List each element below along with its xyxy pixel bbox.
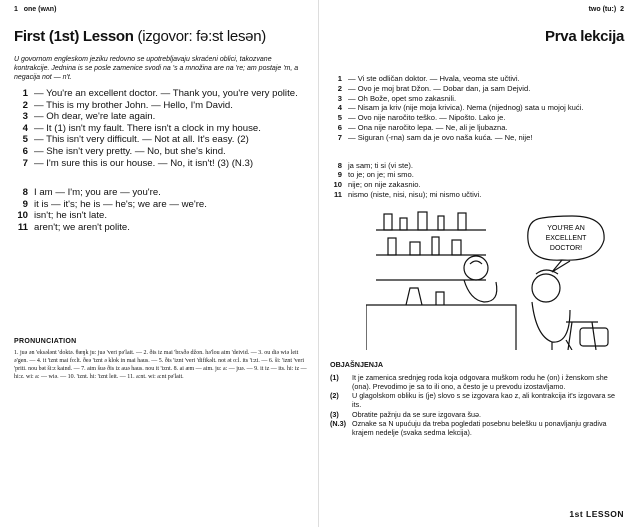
lesson-title-english <box>14 28 308 50</box>
cartoon-bubble-line-3: DOCTOR! <box>549 244 583 252</box>
line-text: — I'm sure this is our house. — No, it isn't! (3) (N.3) <box>34 157 254 169</box>
dialogue-line <box>330 74 624 84</box>
line-number: 8 <box>22 187 28 199</box>
left-page-word: one (wʌn) <box>23 6 57 13</box>
page-footer: 1st LESSON <box>569 509 624 519</box>
dialogue-line <box>330 190 624 200</box>
lesson-title-pronunciation: (izgovor: fə:st lesən) <box>133 28 266 45</box>
dialogue-line <box>330 170 624 180</box>
cartoon-bubble-line-1: YOU'RE AN <box>547 224 585 232</box>
line-text: nije; on nije zakasnio. <box>348 180 421 190</box>
dialogue-line <box>14 187 308 199</box>
line-text: nismo (niste, nisi, nisu); mi nismo učtivi. <box>348 189 482 199</box>
dialogue-line <box>14 210 308 222</box>
left-page-header <box>14 6 308 16</box>
serbian-exercises <box>330 161 624 200</box>
lesson-title-main: First (1st) Lesson <box>14 28 134 45</box>
right-page-header <box>330 6 624 16</box>
dialogue-line <box>14 134 308 146</box>
line-number: 3 <box>22 111 28 123</box>
dialogue-line <box>14 100 308 112</box>
line-number: 3 <box>337 93 342 103</box>
dialogue-line <box>330 94 624 104</box>
line-number: 9 <box>22 198 28 210</box>
lesson-title-serbian: Prva lekcija <box>545 28 624 45</box>
line-number: 7 <box>22 157 28 169</box>
note-text: Oznake sa N upućuju da treba pogledati posebnu belešku u ponavljanju gradiva krajem nedelje (svaka sedma lekcija). <box>352 418 607 437</box>
line-text: — She isn't very pretty. — No, but she's kind. <box>34 145 226 157</box>
note-item <box>330 373 624 391</box>
left-page-number: 1 <box>14 6 18 13</box>
line-text: it is — it's; he is — he's; we are — we're. <box>34 198 207 210</box>
line-text: — This is my brother John. — Hello, I'm David. <box>34 99 233 111</box>
line-text: to je; on je; mi smo. <box>348 170 414 180</box>
line-number: 2 <box>22 99 28 111</box>
dialogue-line <box>14 88 308 100</box>
dialogue-line <box>14 111 308 123</box>
line-number: 2 <box>337 83 342 93</box>
cartoon-illustration <box>366 210 616 350</box>
dialogue-line <box>330 133 624 143</box>
line-text: ja sam; ti si (vi ste). <box>348 160 413 170</box>
dialogue-line <box>330 113 624 123</box>
line-number: 1 <box>22 88 28 99</box>
pronunciation-text: 1. juə ən 'eksələnt 'doktə. θæŋk ju: juə 'veri pə'lait. — 2. ðis iz mai 'brʌðə džon. hə'lou aim 'deivid. — 3. ou diə wiə leit ə'gen. — 4. it 'iznt mai fo:lt. ðeə 'iznt ə klok in mai haus. — 5. ðis 'iznt 'veri 'difikəlt. not ət o:l. its 'i:zi. — 6. ši: 'iznt 'veri 'priti. nou bət ši:z kaind. — 7. aim šuə ðis iz auə haus. nou it 'iznt. 8. ai æm — aim. ju: a: — juə. — 9. it iz — its. hi: iz — hi:z. wi: a: — wiə. — 10. 'iznt. hi: 'iznt leit. — 11. a:nt. wi: a:nt pə'lait. <box>14 349 307 381</box>
right-page-word: two (tu:) <box>588 6 617 13</box>
line-text: — It (1) isn't my fault. There isn't a clock in my house. <box>34 122 261 134</box>
line-text: isn't; he isn't late. <box>34 210 107 222</box>
line-number: 6 <box>22 145 28 157</box>
english-dialogue <box>14 88 308 169</box>
line-text: — Nisam ja kriv (nije moja krivica). Nema (nijednog) sata u mojoj kući. <box>348 103 584 113</box>
dialogue-line <box>14 222 308 234</box>
line-text: — You're an excellent doctor. — Thank you, you're very polite. <box>34 88 298 99</box>
page-gutter <box>318 0 319 527</box>
line-number: 9 <box>337 170 342 180</box>
cartoon-drawing <box>366 210 616 350</box>
right-page <box>322 0 638 527</box>
line-number: 4 <box>337 103 342 113</box>
line-number: 10 <box>333 180 342 190</box>
dialogue-line <box>14 199 308 211</box>
cartoon-bubble-line-2: EXCELLENT <box>545 234 587 242</box>
dialogue-line <box>14 123 308 135</box>
intro-text: U govornom engleskom jeziku redovno se upotrebljavaju skraćeni oblici, takozvane kontrakcije. Jednina is se posle zamenice svodi na 's a množina are na 're; am postaje 'm, a negacija not — n't. <box>14 56 299 81</box>
line-number: 6 <box>337 122 342 132</box>
line-number: 5 <box>22 134 28 146</box>
english-exercises <box>14 187 308 233</box>
pronunciation-heading: PRONUNCIATION <box>14 337 77 345</box>
line-text: aren't; we aren't polite. <box>34 221 130 233</box>
line-number: 11 <box>333 189 342 199</box>
left-page <box>0 0 316 527</box>
serbian-dialogue <box>330 74 624 143</box>
line-text: — Ovo je moj brat Džon. — Dobar dan, ja sam Dejvid. <box>348 83 531 93</box>
notes-list <box>330 373 624 437</box>
line-number: 11 <box>17 221 28 233</box>
line-text: — Ona nije naročito lepa. — Ne, ali je ljubazna. <box>348 122 508 132</box>
line-number: 8 <box>337 160 342 170</box>
line-number: 4 <box>22 122 28 134</box>
dialogue-line <box>330 161 624 171</box>
line-text: — Oh Bože, opet smo zakasnili. <box>348 93 457 103</box>
note-item <box>330 410 624 419</box>
line-text: — Siguran (-rna) sam da je ovo naša kuća. — Ne, nije! <box>348 132 533 142</box>
right-page-number: 2 <box>620 6 624 13</box>
note-text: It je zamenica srednjeg roda koja odgovara muškom rodu he (on) i ženskom she (ona). Prevodimo je sa to ili ono, a često je u prevodu izostavljamo. <box>352 372 608 391</box>
left-page-number-group <box>14 6 56 16</box>
dialogue-line <box>14 146 308 158</box>
line-text: — Vi ste odličan doktor. — Hvala, veoma ste učtivi. <box>348 74 520 83</box>
line-text: — Ovo nije naročito teško. — Nipošto. Lako je. <box>348 113 506 123</box>
line-number: 1 <box>337 74 342 83</box>
dialogue-line <box>330 180 624 190</box>
note-text: Obratite pažnju da se sure izgovara šuə. <box>352 409 482 419</box>
dialogue-line <box>330 84 624 94</box>
note-item <box>330 419 624 437</box>
notes-heading: OBJAŠNJENJA <box>330 359 384 369</box>
note-item <box>330 391 624 409</box>
line-text: — Oh dear, we're late again. <box>34 111 156 123</box>
line-text: I am — I'm; you are — you're. <box>34 187 161 199</box>
note-key: (1) <box>330 372 339 382</box>
note-text: U glagolskom obliku is (je) slovo s se izgovara kao z, ali kontrakcija it's izgovara se its. <box>352 391 616 410</box>
note-key: (N.3) <box>330 418 346 428</box>
line-text: — This isn't very difficult. — Not at all. It's easy. (2) <box>34 134 249 146</box>
note-key: (2) <box>330 391 339 401</box>
dialogue-line <box>330 103 624 113</box>
dialogue-line <box>14 158 308 170</box>
dialogue-line <box>330 123 624 133</box>
line-number: 5 <box>337 113 342 123</box>
line-number: 7 <box>337 132 342 142</box>
note-key: (3) <box>330 409 339 419</box>
line-number: 10 <box>17 210 28 222</box>
